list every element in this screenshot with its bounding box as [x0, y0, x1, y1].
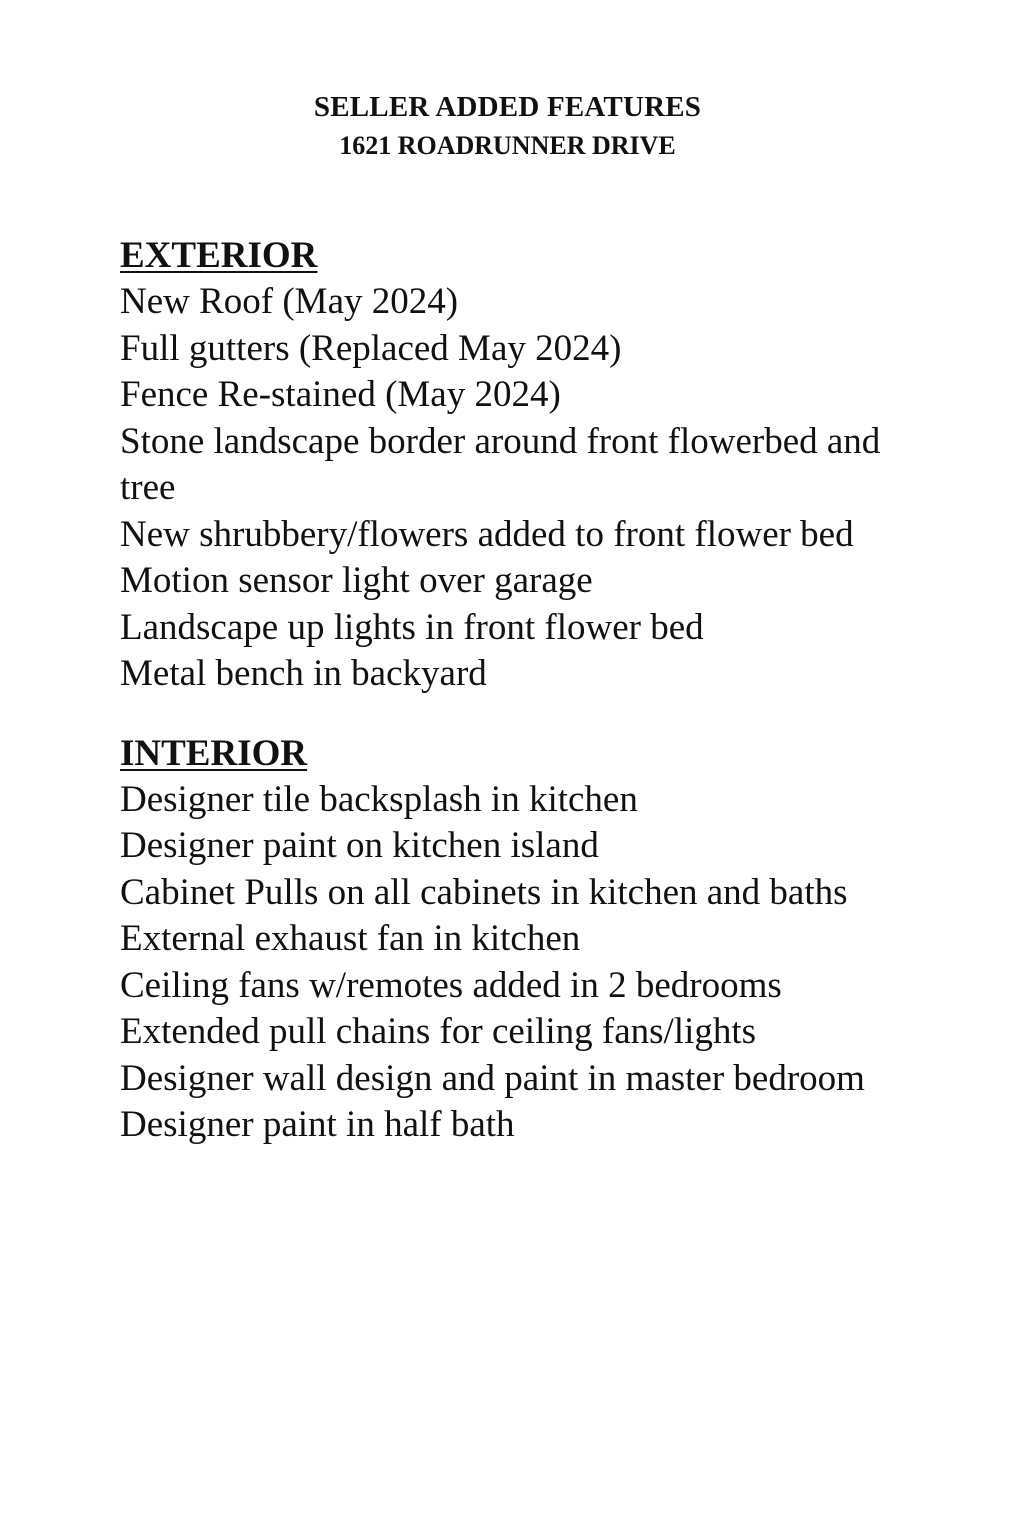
list-item: Designer tile backsplash in kitchen	[120, 778, 638, 820]
list-item: Stone landscape border around front flowerbed and tree	[120, 420, 881, 508]
interior-section	[120, 731, 940, 1149]
list-item: Fence Re-stained (May 2024)	[120, 374, 561, 415]
interior-heading: INTERIOR	[120, 732, 308, 774]
document-body	[120, 233, 940, 1149]
list-item: Cabinet Pulls on all cabinets in kitchen and baths	[120, 871, 848, 913]
list-item: Designer wall design and paint in master bedroom	[120, 1057, 865, 1099]
document-title: SELLER ADDED FEATURES	[313, 91, 702, 123]
list-item: External exhaust fan in kitchen	[120, 918, 581, 959]
list-item: New Roof (May 2024)	[120, 281, 459, 322]
list-item: Motion sensor light over garage	[120, 560, 593, 601]
list-item: Metal bench in backyard	[120, 653, 487, 694]
exterior-heading: EXTERIOR	[120, 235, 318, 276]
interior-feature-list	[120, 777, 940, 1149]
list-item: New shrubbery/flowers added to front flower bed	[120, 513, 854, 555]
list-item: Landscape up lights in front flower bed	[120, 606, 704, 648]
exterior-feature-list	[120, 279, 940, 698]
list-item: Designer paint in half bath	[120, 1104, 515, 1145]
list-item: Extended pull chains for ceiling fans/lights	[120, 1011, 757, 1052]
exterior-section	[120, 233, 940, 698]
list-item: Ceiling fans w/remotes added in 2 bedrooms	[120, 964, 782, 1006]
document-header	[0, 88, 1015, 166]
list-item: Designer paint on kitchen island	[120, 825, 599, 866]
list-item: Full gutters (Replaced May 2024)	[120, 327, 622, 369]
property-address: 1621 ROADRUNNER DRIVE	[339, 131, 676, 160]
